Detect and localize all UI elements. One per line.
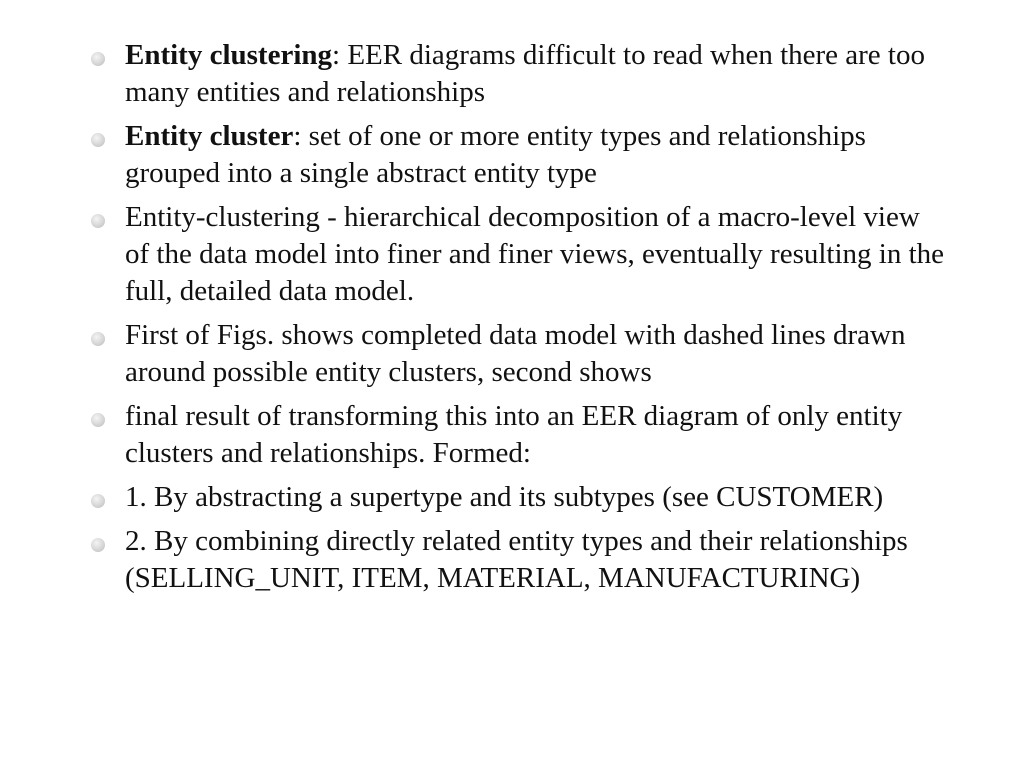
- bullet-text: : EER diagrams difficult to read when there are too many entities and relationships: [125, 39, 925, 108]
- bullet-dot-icon: [91, 332, 105, 346]
- bullet-text: final result of transforming this into an EER diagram of only entity clusters and relationships. Formed:: [125, 400, 903, 469]
- bullet-dot-icon: [91, 133, 105, 147]
- bullet-item-combining-entity-types: [88, 523, 948, 597]
- bullet-item-abstracting-supertype: [88, 479, 948, 516]
- bullet-dot-icon: [91, 214, 105, 228]
- bullet-list: [88, 37, 948, 604]
- bullet-text: : set of one or more entity types and relationships grouped into a single abstract entity type: [125, 120, 866, 189]
- bullet-dot-icon: [91, 494, 105, 508]
- bullet-item-hierarchical-decomposition: [88, 199, 948, 310]
- bullet-text: Entity-clustering - hierarchical decomposition of a macro-level view of the data model into finer and finer views, eventually resulting in the full, detailed data model.: [125, 201, 945, 307]
- bullet-dot-icon: [91, 413, 105, 427]
- bullet-item-entity-clustering: [88, 37, 948, 111]
- bullet-text: 1. By abstracting a supertype and its subtypes (see CUSTOMER): [125, 481, 884, 513]
- bullet-item-entity-cluster: [88, 118, 948, 192]
- bullet-item-figures-description: [88, 317, 948, 391]
- bullet-text: First of Figs. shows completed data model with dashed lines drawn around possible entity clusters, second shows: [125, 319, 906, 388]
- bullet-dot-icon: [91, 52, 105, 66]
- bullet-item-final-result: [88, 398, 948, 472]
- bullet-term: Entity clustering: [125, 39, 333, 71]
- bullet-term: Entity cluster: [125, 120, 294, 152]
- bullet-dot-icon: [91, 538, 105, 552]
- bullet-text: 2. By combining directly related entity types and their relationships (SELLING_UNIT, ITEM, MATERIAL, MANUFACTURING): [125, 525, 908, 594]
